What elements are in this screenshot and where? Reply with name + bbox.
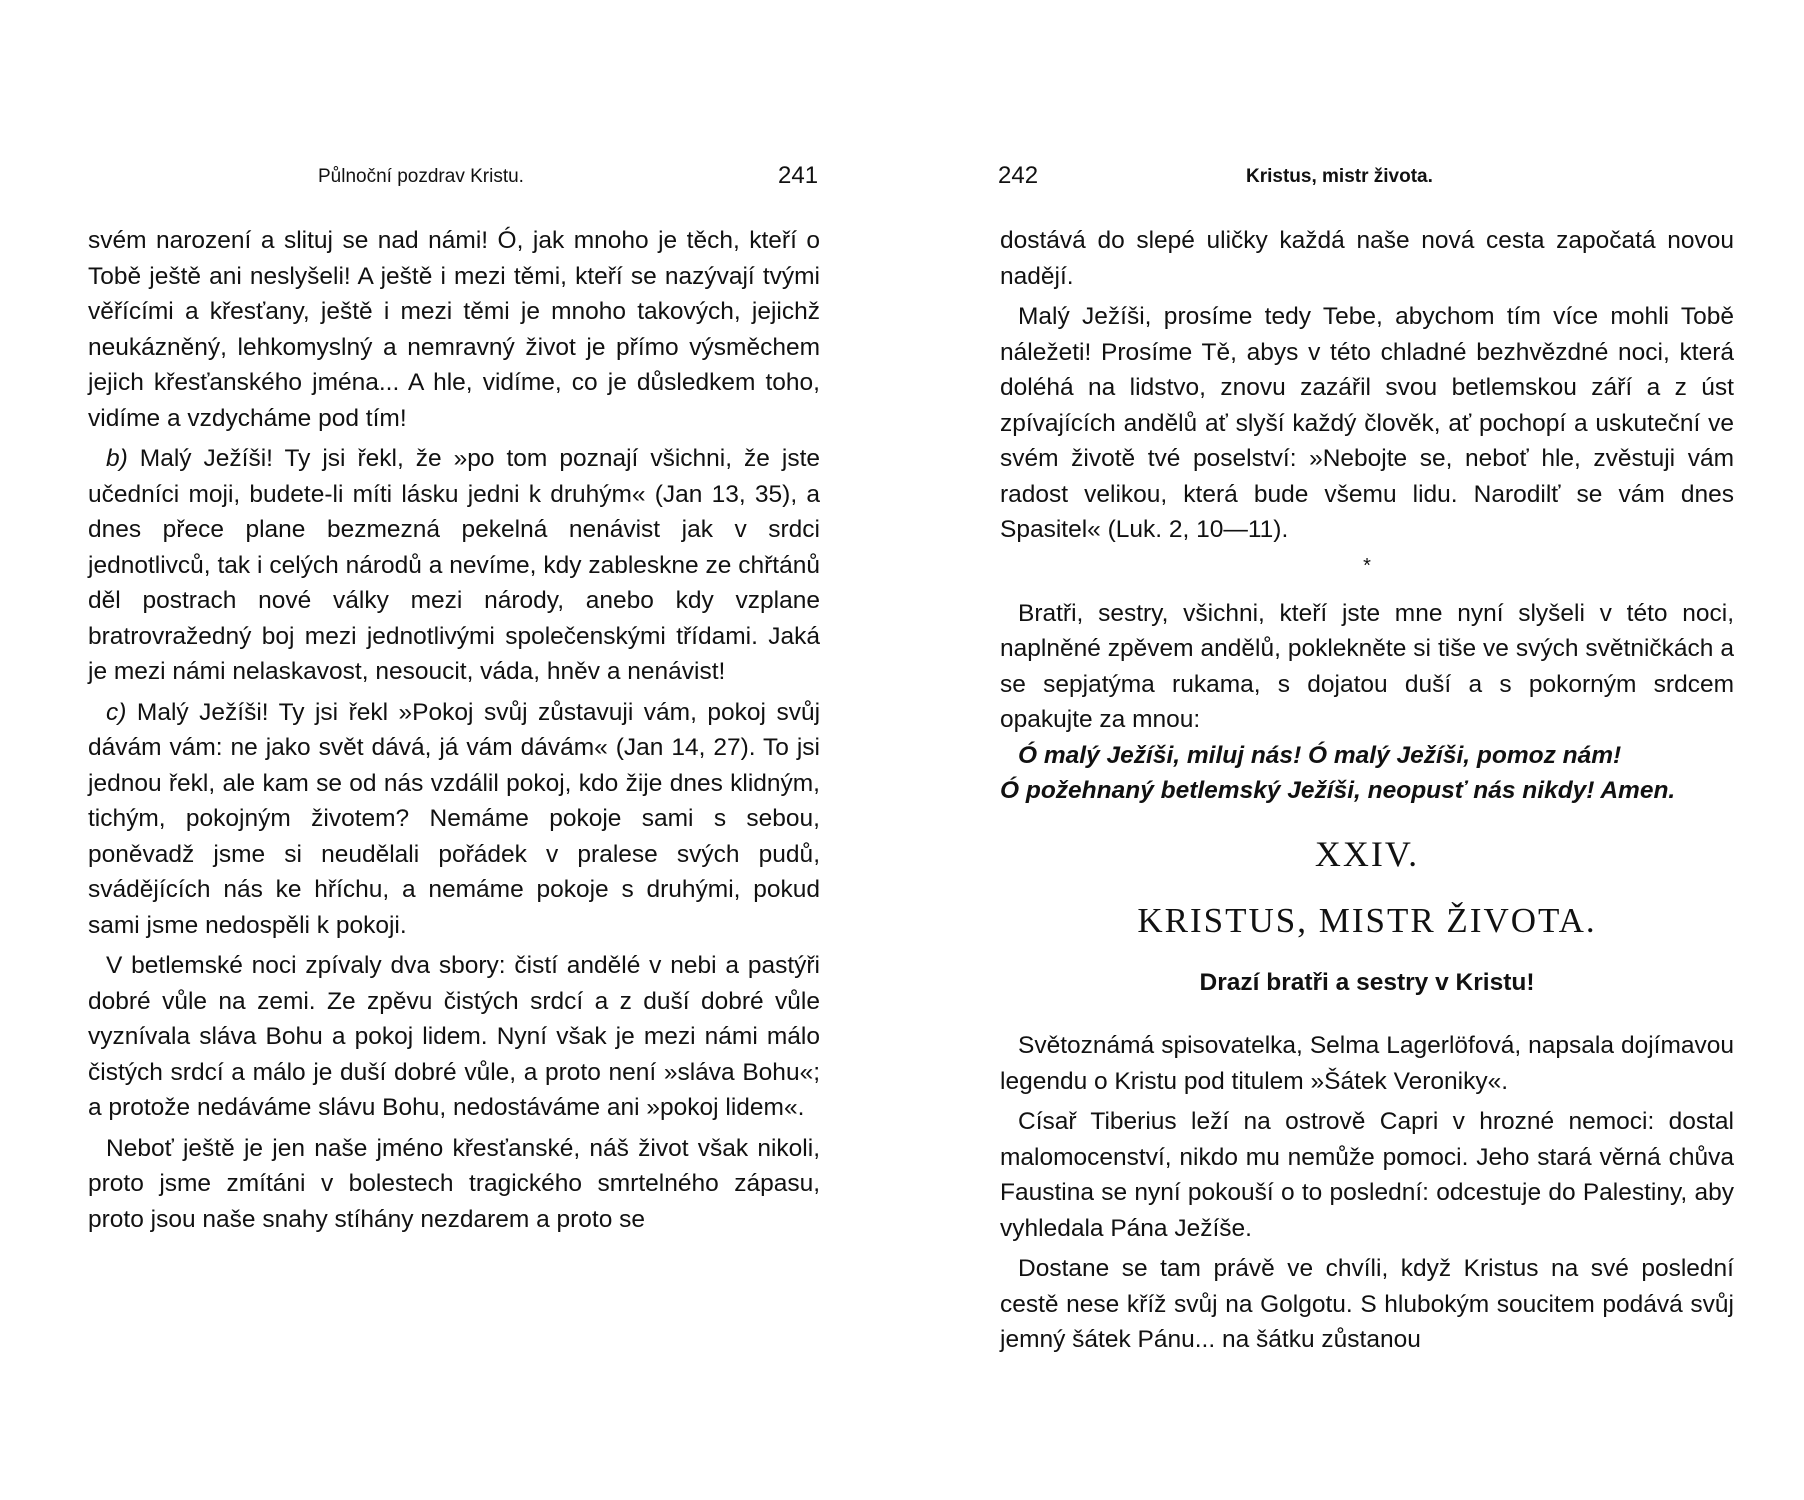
prayer-line-1: Ó malý Ježíši, miluj nás! Ó malý Ježíši, pomoz nám! xyxy=(1018,741,1622,769)
chapter-paragraph-1: Světoznámá spisovatelka, Selma Lagerlöfová, napsala dojímavou legendu o Kristu pod titulem »Šátek Veroniky«. xyxy=(1000,1032,1734,1095)
prayer-line-2: Ó požehnaný betlemský Ježíši, neopusť nás nikdy! Amen. xyxy=(1000,777,1676,804)
prayer-block xyxy=(1000,738,1734,809)
chapter-title: KRISTUS, MISTR ŽIVOTA. xyxy=(1137,900,1597,940)
left-paragraph-3 xyxy=(88,695,820,944)
left-paragraph-3-text: Malý Ježíši! Ty jsi řekl »Pokoj svůj zůstavuji vám, pokoj svůj dávám vám: ne jako svět dává, já vám dávám« (Jan 14, 27). To jsi jednou řekl, ale kam se od nás vzdálil pokoj, kdo žije dnes klidným, tichým, pokojným životem? Nemáme pokoje sami s sebou, poněvadž jsme si neudělali pořádek v pralese svých pudů, svádějících nás ke hříchu, a nemáme pokoje s druhými, pokud sami jsme nedospěli k pokoji. xyxy=(88,698,821,939)
left-page-text xyxy=(88,223,820,1237)
right-paragraph-2: Malý Ježíši, prosíme tedy Tebe, abychom tím více mohli Tobě náležeti! Prosíme Tě, abys v této chladné bezhvězdné noci, která doléhá na lidstvo, znovu zazářil svou betlemskou září a z úst zpívajících andělů ať slyší každý člověk, ať pochopí a uskuteční ve svém životě tvé poselství: »Nebojte se, neboť hle, zvěstuji vám radost velikou, která bude všemu lidu. Narodilť se vám dnes Spasitel« (Luk. 2, 10—11). xyxy=(1000,303,1734,543)
right-paragraph-3: Bratři, sestry, všichni, kteří jste mne nyní slyšeli v této noci, naplněné zpěvem andělů, poklekněte si tiše ve svých světničkách a se sepjatýma rukama, s dojatou duší a s pokorným srdcem opakujte za mnou: xyxy=(1000,599,1734,733)
paragraph-marker-c: c) xyxy=(106,698,127,726)
paragraph-marker-b: b) xyxy=(106,445,128,472)
section-separator: * xyxy=(1363,554,1371,577)
left-paragraph-2-text: Malý Ježíši! Ty jsi řekl, že »po tom poznají všichni, že jste učedníci moji, budete-li míti lásku jedni k druhým« (Jan 13, 35), a dnes přece plane bezmezná pekelná nenávist jak v srdci jednotlivců, tak i celých národů a nevíme, kdy zableskne ze chřtánů děl postrach nové války mezi národy, anebo kdy vzplane bratrovražedný boj mezi jednotlivými společenskými třídami. Jaká je mezi námi nelaskavost, nesoucit, váda, hněv a nenávist! xyxy=(88,445,821,685)
left-paragraph-1: svém narození a slituj se nad námi! Ó, jak mnoho je těch, kteří o Tobě ještě ani neslyšeli! A ještě i mezi těmi, kteří se nazývají tvými věřícími a křesťany, ještě i mezi těmi je mnoho takových, jejichž neukázněný, lehkomyslný a nemravný život je přímo výsměchem jejich křesťanského jména... A hle, vidíme, co je důsledkem toho, vidíme a vzdycháme pod tím! xyxy=(88,227,820,432)
right-running-title: Kristus, mistr života. xyxy=(1246,166,1433,187)
chapter-paragraph-3: Dostane se tam právě ve chvíli, když Kristus na své poslední cestě nese kříž svůj na Golgotu. S hlubokým soucitem podává svůj jemný šátek Pánu... na šátku zůstanou xyxy=(1000,1255,1734,1353)
right-paragraph-1: dostává do slepé uličky každá naše nová cesta započatá novou nadějí. xyxy=(1000,227,1734,290)
right-page-text xyxy=(1000,223,1734,1358)
left-running-title: Půlnoční pozdrav Kristu. xyxy=(318,166,524,187)
spacer xyxy=(1000,1000,1734,1028)
chapter-number: XXIV. xyxy=(1314,833,1420,874)
left-paragraph-2 xyxy=(88,441,820,690)
chapter-address: Drazí bratři a sestry v Kristu! xyxy=(1199,968,1535,996)
chapter-paragraph-2: Císař Tiberius leží na ostrově Capri v hrozné nemoci: dostal malomocenství, nikdo mu nemůže pomoci. Jeho stará věrná chůva Faustina se nyní pokouší o to poslední: odcestuje do Palestiny, aby vyhledala Pána Ježíše. xyxy=(1000,1108,1734,1242)
left-paragraph-4: V betlemské noci zpívaly dva sbory: čistí andělé v nebi a pastýři dobré vůle na zemi. Ze zpěvu čistých srdcí a z duší dobré vůle vyznívala sláva Bohu a pokoj lidem. Nyní však je mezi námi málo čistých srdcí a málo je duší dobré vůle, a proto není »sláva Bohu«; a protože nedáváme slávu Bohu, nedostáváme ani »pokoj lidem«. xyxy=(88,952,820,1121)
right-page-number: 242 xyxy=(998,162,1039,189)
left-paragraph-5: Neboť ještě je jen naše jméno křesťanské, náš život však nikoli, proto jsme zmítáni v bolestech tragického smrtelného zápasu, proto jsou naše snahy stíhány nezdarem a proto se xyxy=(88,1134,820,1233)
left-page-number: 241 xyxy=(778,162,819,189)
